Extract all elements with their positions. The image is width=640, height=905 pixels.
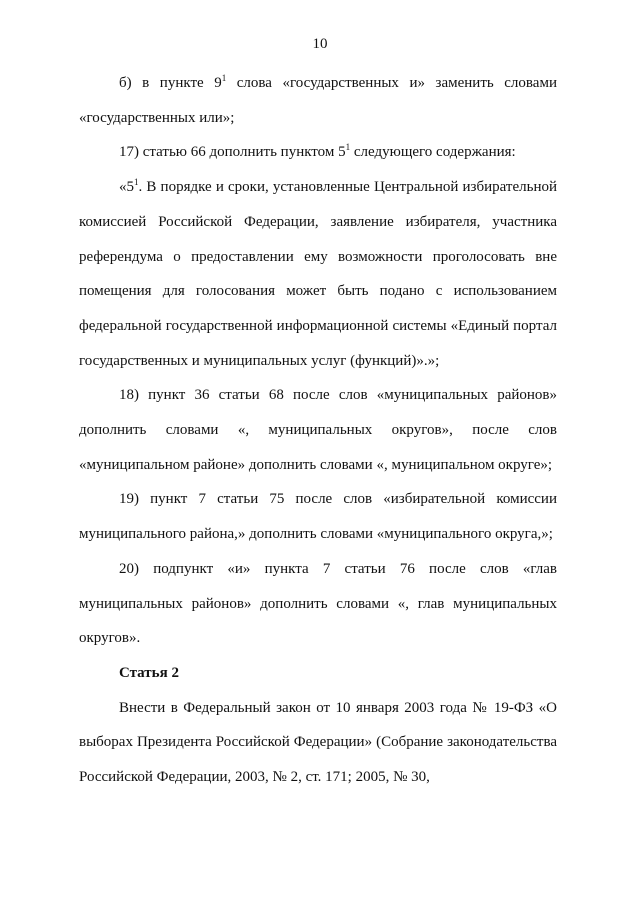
page-number: 10 bbox=[312, 36, 328, 52]
paragraph-text: слова «государственных и» заменить словами «государственных или»; bbox=[79, 75, 557, 126]
paragraph-text: 17) статью 66 дополнить пунктом 5 bbox=[119, 144, 346, 161]
paragraph-item-18: 18) пункт 36 статьи 68 после слов «муниципальных районов» дополнить словами «, муниципальных округов», после слов «муниципальном районе» дополнить словами «, муниципальном округе»; bbox=[79, 387, 557, 473]
paragraph-text: «5 bbox=[119, 179, 134, 196]
superscript: 1 bbox=[134, 177, 139, 188]
paragraph-quoted-point-5-1 bbox=[79, 170, 557, 378]
article-heading: Статья 2 bbox=[119, 664, 179, 681]
superscript: 1 bbox=[221, 73, 227, 83]
paragraph-item-19: 19) пункт 7 статьи 75 после слов «избирательной комиссии муниципального района,» дополнить словами «муниципального округа,»; bbox=[79, 491, 557, 543]
document-body bbox=[79, 66, 557, 795]
paragraph-article-2-intro: Внести в Федеральный закон от 10 января 2003 года № 19-ФЗ «О выборах Президента Российской Федерации» (Собрание законодательства Российской Федерации, 2003, № 2, ст. 171; 2005, № 30, bbox=[79, 699, 557, 786]
paragraph-item-20: 20) подпункт «и» пункта 7 статьи 76 после слов «глав муниципальных районов» дополнить словами «, глав муниципальных округов». bbox=[79, 560, 557, 647]
paragraph-amendment-b bbox=[79, 66, 557, 135]
superscript: 1 bbox=[345, 142, 351, 153]
paragraph-text: следующего содержания: bbox=[350, 144, 516, 161]
paragraph-text: . В порядке и сроки, установленные Центральной избирательной комиссией Российской Федерации, заявление избирателя, участника референдума о предоставлении ему возможности проголосовать вне помещения для голосования может быть подано с использованием федеральной государственной информационной системы «Единый портал государственных и муниципальных услуг (функций)».»; bbox=[79, 179, 557, 369]
paragraph-text: б) в пункте 9 bbox=[119, 75, 222, 91]
paragraph-item-17 bbox=[79, 135, 557, 170]
